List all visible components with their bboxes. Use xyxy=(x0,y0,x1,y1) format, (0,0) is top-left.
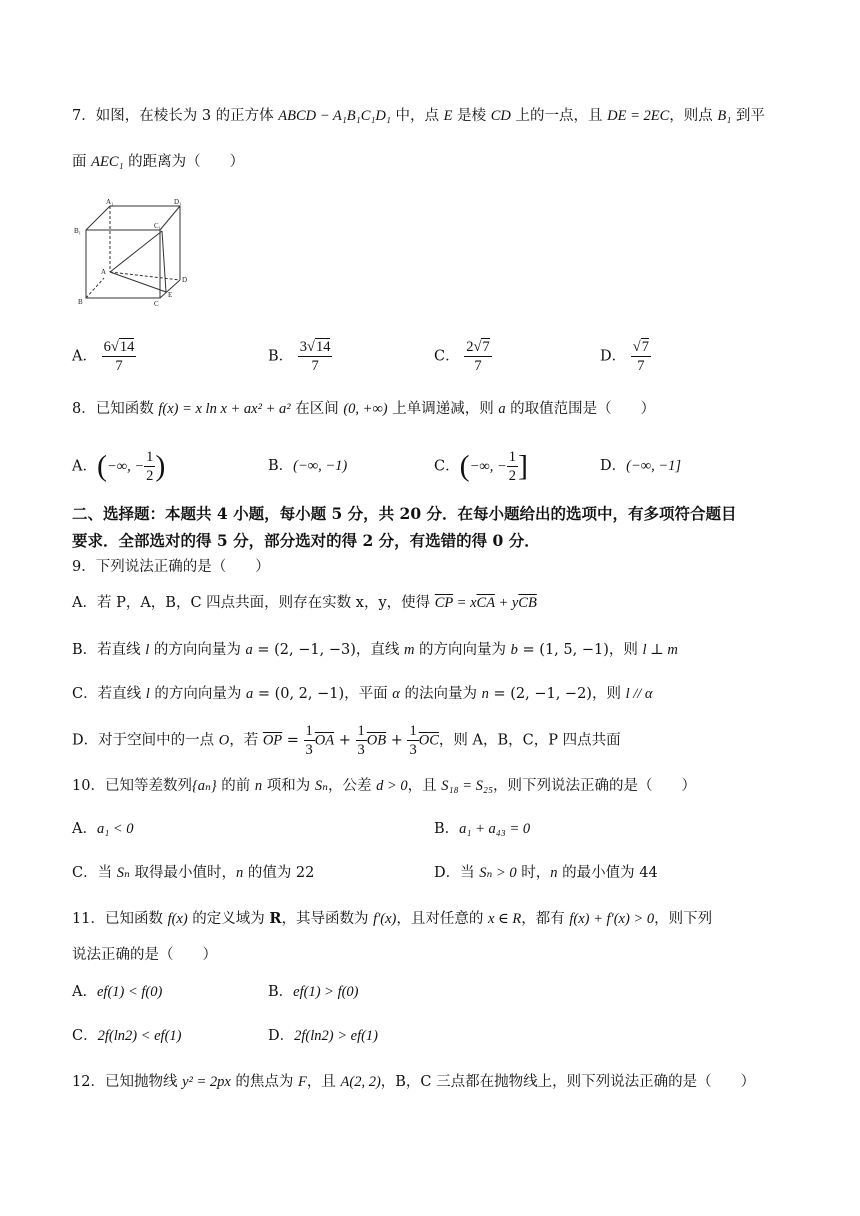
q10-option-c[interactable] xyxy=(72,862,314,884)
text: = x xyxy=(453,595,477,611)
focus-f: F xyxy=(298,1074,307,1090)
q9-option-c[interactable] xyxy=(72,683,653,705)
vector-b: b xyxy=(510,642,518,658)
plane-alpha: α xyxy=(392,686,400,702)
text: 的方向向量为 xyxy=(414,642,511,658)
text: = (0, 2, −1)，平面 xyxy=(253,686,393,702)
denominator: 7 xyxy=(311,358,319,374)
cube-name: ABCD − A₁B₁C₁D₁ xyxy=(278,108,391,124)
q7-option-a[interactable] xyxy=(72,338,136,375)
q11-option-c[interactable] xyxy=(72,1025,181,1047)
option-letter: A． xyxy=(72,984,97,1000)
q9-option-a[interactable] xyxy=(72,592,537,614)
label-e: E xyxy=(168,291,173,299)
q7-option-d[interactable] xyxy=(600,338,651,375)
label-a1: A₁ xyxy=(106,198,114,206)
label-c1: C₁ xyxy=(154,222,162,230)
radicand: 14 xyxy=(119,339,135,355)
radicand: 14 xyxy=(315,339,331,355)
plane: AEC₁ xyxy=(91,154,124,170)
text: 7．如图，在棱长为 3 的正方体 xyxy=(72,108,279,124)
text: ，都有 xyxy=(521,911,570,927)
expression: a₁ + a₄₃ = 0 xyxy=(459,821,531,837)
label-d1: D₁ xyxy=(174,198,182,206)
denominator: 3 xyxy=(305,742,313,758)
option-letter: D．当 xyxy=(434,865,480,881)
point-a: A(2, 2) xyxy=(340,1074,381,1090)
vector-oa: $\overline{OA}$ xyxy=(314,732,335,749)
text: 的前 xyxy=(216,778,255,794)
option-letter: C． xyxy=(434,348,460,365)
fraction xyxy=(304,722,315,759)
text: C．若直线 xyxy=(72,686,146,702)
text: 的方向向量为 xyxy=(149,686,246,702)
right-bracket: ] xyxy=(518,449,529,483)
fraction xyxy=(507,448,518,485)
vector-oc: $\overline{OC}$ xyxy=(418,732,439,749)
text: 的方向向量为 xyxy=(149,642,246,658)
text: ，公差 xyxy=(328,778,377,794)
variable-a: a xyxy=(498,401,506,417)
radicand: 7 xyxy=(482,339,490,355)
interval: (−∞, −1] xyxy=(626,458,682,474)
q11-option-a[interactable] xyxy=(72,981,162,1003)
interval: (0, +∞) xyxy=(343,401,388,417)
text: 的最小值为 44 xyxy=(557,865,658,881)
expression: ef(1) < f(0) xyxy=(96,984,163,1000)
fraction: $\frac{2√7}{7}$ xyxy=(466,339,490,374)
expression: a₁ < 0 xyxy=(96,821,134,837)
condition: f(x) + f′(x) > 0 xyxy=(569,911,655,927)
q11-option-b[interactable] xyxy=(268,981,359,1003)
q11-option-d[interactable] xyxy=(268,1025,378,1047)
text: 的法向量为 xyxy=(399,686,482,702)
text: 的定义域为 xyxy=(187,911,270,927)
q10-option-a[interactable] xyxy=(72,818,134,840)
left-paren: ( xyxy=(96,449,107,483)
text: 到平 xyxy=(731,108,765,124)
option-letter: D． xyxy=(600,348,627,365)
text: = (1, 5, −1)，则 xyxy=(517,642,643,658)
point-b1: B₁ xyxy=(717,108,732,124)
q9-option-d[interactable] xyxy=(72,722,621,759)
line-l: l xyxy=(145,686,150,702)
expression: 2f(ln2) < ef(1) xyxy=(97,1028,182,1044)
denominator: 7 xyxy=(115,358,123,374)
q7-option-c[interactable] xyxy=(434,338,492,375)
text: ，其导函数为 xyxy=(281,911,374,927)
q8-option-d[interactable] xyxy=(600,455,681,477)
text: 的距离为（ ） xyxy=(123,154,245,170)
text: + xyxy=(386,732,408,749)
q10-option-d[interactable] xyxy=(434,862,658,884)
q8-option-c[interactable] xyxy=(434,448,528,485)
expression: 2f(ln2) > ef(1) xyxy=(294,1028,379,1044)
expression: Sₙ xyxy=(116,865,130,881)
variable-n: n xyxy=(254,778,263,794)
q7-stem-line2 xyxy=(72,151,244,173)
option-letter: D． xyxy=(600,458,627,474)
denominator: 3 xyxy=(409,742,417,758)
q12-stem xyxy=(72,1071,755,1093)
common-difference: d > 0 xyxy=(376,778,408,794)
q10-stem xyxy=(72,775,696,797)
text: ，则下列 xyxy=(654,911,713,927)
q11-stem-line1 xyxy=(72,908,712,930)
section-heading-line1: 二、选择题：本题共 4 小题，每小题 5 分，共 20 分．在每小题给出的选项中，有多项符合题目 xyxy=(72,504,737,523)
interval-left: −∞, − xyxy=(106,458,145,475)
option-letter: B． xyxy=(268,458,294,474)
text: ，若 xyxy=(229,732,263,749)
fraction: $\frac{3√14}{7}$ xyxy=(299,339,331,374)
denominator: 2 xyxy=(508,468,517,484)
label-b: B xyxy=(78,298,83,306)
section-heading-line2: 要求．全部选对的得 5 分，部分选对的得 2 分，有选错的得 0 分． xyxy=(72,531,540,550)
relation: l ⊥ m xyxy=(642,642,678,658)
q9-option-b[interactable] xyxy=(72,639,678,661)
q7-option-b[interactable] xyxy=(268,338,332,375)
q8-stem xyxy=(72,398,655,420)
variable-n: n xyxy=(235,865,244,881)
label-c: C xyxy=(154,300,159,308)
text: 8．已知函数 xyxy=(72,401,159,417)
right-paren: ) xyxy=(155,449,166,483)
derivative: f′(x) xyxy=(373,911,397,927)
denominator: 7 xyxy=(474,358,482,374)
vector-cp: $\overline{CP}$ xyxy=(434,595,454,611)
text: 10．已知等差数列 xyxy=(72,778,192,794)
text: + xyxy=(334,732,356,749)
text: 是棱 xyxy=(452,108,491,124)
text: ，B，C 三点都在抛物线上，则下列说法正确的是（ ） xyxy=(380,1074,756,1090)
text: = xyxy=(282,732,304,749)
option-letter: B． xyxy=(268,984,294,1000)
coef: 3 xyxy=(299,339,308,355)
option-letter: C．当 xyxy=(72,865,117,881)
q8-option-a[interactable] xyxy=(72,448,165,485)
numerator: 1 xyxy=(146,449,154,465)
text: 11．已知函数 xyxy=(72,911,168,927)
text: ，且对任意的 xyxy=(396,911,488,927)
point-e: E xyxy=(443,108,453,124)
fraction xyxy=(144,448,155,485)
option-letter: C． xyxy=(434,458,460,475)
option-letter: A． xyxy=(72,348,97,365)
fraction xyxy=(356,722,367,759)
line-m: m xyxy=(403,642,415,658)
text: ，则下列说法正确的是（ ） xyxy=(492,778,696,794)
function: f(x) xyxy=(167,911,188,927)
option-letter: A． xyxy=(72,821,97,837)
q9-stem: 9．下列说法正确的是（ ） xyxy=(72,559,270,575)
denominator: 3 xyxy=(357,742,365,758)
text: 的值为 22 xyxy=(243,865,315,881)
denominator: 7 xyxy=(637,358,645,374)
vector-cb: $\overline{CB}$ xyxy=(518,595,537,611)
q10-option-b[interactable] xyxy=(434,818,530,840)
vector-n: n xyxy=(481,686,489,702)
interval-left: −∞, − xyxy=(469,458,507,475)
text: A．若 P，A，B，C 四点共面，则存在实数 x，y，使得 xyxy=(72,595,435,611)
option-letter: C． xyxy=(72,1028,98,1044)
q7-stem-line1 xyxy=(72,105,765,127)
text: ，则 A，B，C，P 四点共面 xyxy=(438,732,621,749)
variable-n: n xyxy=(550,865,558,881)
sequence: {aₙ} xyxy=(191,778,217,794)
vector-ca: $\overline{CA}$ xyxy=(476,595,495,611)
radicand: 7 xyxy=(641,339,649,355)
numerator: 1 xyxy=(409,723,417,739)
q11-stem-line2: 说法正确的是（ ） xyxy=(72,947,217,963)
parabola: y² = 2px xyxy=(182,1074,231,1090)
condition: S₁₈ = S₂₅ xyxy=(441,778,493,794)
line-l: l xyxy=(145,642,150,658)
interval: (−∞, −1) xyxy=(293,458,348,474)
fraction: $\frac{√7}{7}$ xyxy=(632,339,649,374)
option-letter: A． xyxy=(72,458,97,475)
function: f(x) = x ln x + ax² + a² xyxy=(158,401,291,417)
fraction xyxy=(407,722,418,759)
vector-a: a xyxy=(245,686,254,702)
text: D．对于空间中的一点 xyxy=(72,732,219,749)
q8-option-b[interactable] xyxy=(268,455,347,477)
text: ，则点 xyxy=(669,108,718,124)
text: + y xyxy=(494,595,519,611)
text: ，且 xyxy=(407,778,442,794)
cube-figure xyxy=(70,196,190,308)
edge-cd: CD xyxy=(490,108,511,124)
condition: DE = 2EC xyxy=(607,108,670,124)
text: 面 xyxy=(72,154,92,170)
vector-a: a xyxy=(245,642,253,658)
point-o: O xyxy=(218,732,230,749)
text: 取得最小值时， xyxy=(129,865,236,881)
domain-x: x ∈ R xyxy=(487,911,522,927)
text: 12．已知抛物线 xyxy=(72,1074,183,1090)
label-a: A xyxy=(101,268,107,276)
text: ，且 xyxy=(306,1074,341,1090)
expression: ef(1) > f(0) xyxy=(293,984,359,1000)
numerator: 1 xyxy=(357,723,365,739)
sum-sn: Sₙ xyxy=(314,778,329,794)
numerator: 1 xyxy=(508,449,517,465)
reals: R xyxy=(269,910,282,927)
vector-ob: $\overline{OB}$ xyxy=(366,732,387,749)
left-paren: ( xyxy=(459,449,470,483)
text: 在区间 xyxy=(290,401,344,417)
option-letter: B． xyxy=(268,348,294,365)
option-letter: D． xyxy=(268,1028,295,1044)
fraction: $\frac{6√14}{7}$ xyxy=(103,339,135,374)
text: = (2, −1, −3)，直线 xyxy=(252,642,404,658)
text: 时， xyxy=(516,865,551,881)
text: B．若直线 xyxy=(72,642,146,658)
numerator: 1 xyxy=(305,723,313,739)
text: = (2, −1, −2)，则 xyxy=(488,686,626,702)
denominator: 2 xyxy=(146,468,154,484)
label-b1: B₁ xyxy=(74,227,82,235)
option-letter: B． xyxy=(434,821,460,837)
vector-op: $\overline{OP}$ xyxy=(262,732,283,749)
text: 项和为 xyxy=(262,778,315,794)
coef: 2 xyxy=(466,339,474,355)
label-d: D xyxy=(182,276,188,284)
expression: Sₙ > 0 xyxy=(479,865,517,881)
text: 上的一点，且 xyxy=(510,108,608,124)
text: 上单调递减，则 xyxy=(387,401,499,417)
text: 的焦点为 xyxy=(230,1074,299,1090)
coef: 6 xyxy=(103,339,111,355)
text: 的取值范围是（ ） xyxy=(505,401,656,417)
relation: l // α xyxy=(625,686,653,702)
text: 中，点 xyxy=(390,108,444,124)
